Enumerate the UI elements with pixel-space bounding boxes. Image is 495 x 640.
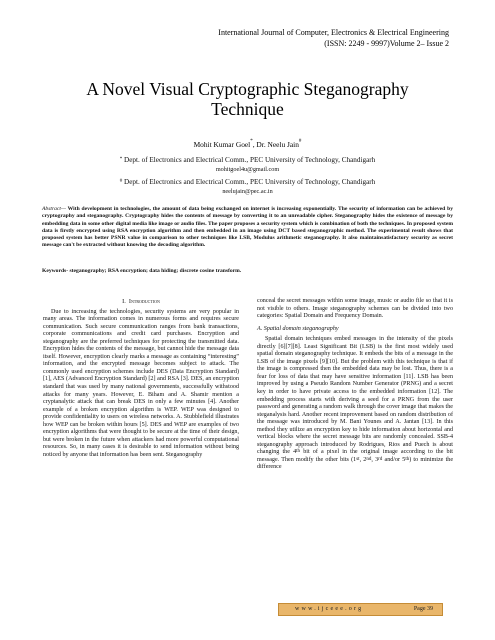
spatial-domain-paragraph: [257, 336, 453, 472]
affiliation-1-text: Dept. of Electronics and Electrical Comm., PEC University of Technology, Chandigarh: [124, 156, 376, 164]
section-title: Introduction: [128, 298, 160, 305]
affiliation-2: [40, 178, 455, 187]
superscript-th: th: [296, 449, 301, 455]
spatial-text-3: , 2: [359, 456, 367, 463]
superscript-th-2: th: [405, 456, 410, 462]
paper-title-line2: Technique: [211, 99, 284, 119]
author-2-name: , Dr. Neelu Jain: [252, 140, 299, 149]
affiliation-1-mark: *: [119, 157, 123, 162]
abstract: [42, 206, 453, 250]
continued-paragraph: conceal the secret messages within some image, music or audio file so that it is not visible to others. Image steganography schemes can be divided into two categories: Spatial Domain and Frequency Domain.: [257, 298, 453, 320]
keywords: Keywords- steganography; RSA encryption; data hiding; discrete cosine transform.: [42, 268, 242, 274]
page-footer: [278, 603, 443, 616]
subsection-heading-spatial-domain: A. Spatial domain steganography: [257, 325, 339, 332]
author-1-email: mohitgoel4u@gmail.com: [215, 166, 280, 173]
author-2-mark: #: [298, 139, 302, 144]
introduction-paragraph: Due to increasing the technologies, security systems are very popular in many areas. The information comes in numerous forms and requires secure communication. Such secure communication ranges from bank transactions, corporate communications and credit card purchases. Encryption and steganography are the preferred techniques for protecting the transmitted data. Encryption hides the contents of the message, but cannot hide the message data itself. However, encryption clearly marks a message as containing “interesting” information, and the encrypted message becomes subject to attack. The commonly used encryption schemes include DES (Data Encryption Standard) [1], AES (Advanced Encryption Standard) [2] and RSA [3]. DES, an encryption standard that was used by many national governments, successfully withstood attacks for many years. However, E. Biham and A. Shamir mention a cryptanalytic attack that can break DES in only a few minutes [4]. Another example of a broken encryption algorithm is WEP. WEP was designed to provide confidentiality to users on wireless networks. A. Stubblefield illustrates how WEP can be broken within hours [5]. DES and WEP are examples of two encryption algorithms that were thought to be secure at the time of their design, but were broken in the future when attackers had more powerful computational resources. So, in many cases it is desirable to send information without being noticed by anyone that information has been sent. Steganography: [43, 308, 239, 458]
affiliation-1: [40, 156, 455, 165]
section-heading-introduction: [43, 298, 239, 306]
journal-header: [149, 28, 449, 49]
superscript-rd: rd: [378, 456, 383, 462]
right-column: [257, 298, 453, 472]
affiliation-2-mark: #: [119, 179, 123, 184]
page-number: Page 39: [413, 606, 433, 612]
affiliation-2-text: Dept. of Electronics and Electrical Comm., PEC University of Technology, Chandigarh: [124, 178, 376, 186]
journal-issn-volume: (ISSN: 2249 - 9997)Volume 2– Issue 2: [324, 38, 449, 48]
left-column: [43, 298, 239, 459]
author-1-mark: *: [250, 139, 253, 144]
section-number: I.: [122, 298, 126, 305]
paper-title: [40, 79, 455, 119]
author-line: [40, 140, 455, 149]
abstract-label: Abstract—: [42, 206, 66, 212]
abstract-text: With development in technologies, the amount of data being exchanged on internet is increasing exponentially. The security of information can be achieved by cryptography and steganography. Cryptography hides the contents of message by converting it to an unreadable cipher. Steganography hides the existence of message by embedding data in some other digital media like image or audio files. The paper proposes a security system which is combination of both the techniques. In proposed system data is firstly encrypted using RSA encryption algorithm and then embedded in an image using DCT based steganographic method. The experimental result shows that proposed system has better PSNR value in comparison to other techniques like LSB, Modulus arithmetic steganography. It also maintainsatisfactory security as secret message can't be extracted without knowing the decoding algorithm.: [42, 206, 453, 249]
author-2-email: neelujain@pec.ac.in: [222, 188, 273, 195]
spatial-text-4: , 3: [371, 456, 379, 463]
superscript-nd: nd: [366, 456, 372, 462]
author-1-name: Mohit Kumar Goel: [193, 140, 251, 149]
spatial-text-5: and/or 5: [382, 456, 406, 463]
paper-title-line1: A Novel Visual Cryptographic Steganography: [86, 79, 409, 99]
journal-name: International Journal of Computer, Electronics & Electrical Engineering: [218, 28, 449, 37]
spatial-text-2: bit of a pixel in the original image according to the bit message. Then modify the other bits (1: [257, 449, 453, 463]
superscript-st: st: [356, 456, 360, 462]
spatial-text-1: Spatial domain techniques embed messages in the intensity of the pixels directly [6][7][8]. Least Significant Bit (LSB) is the first most widely used spatial domain steganography technique. It embeds the bits of a message in the LSB of the image pixels [9][10]. But the problem with this technique is that if the image is compressed then the embedded data may be lost. Thus, there is a fear for loss of data that may have sensitive information [11]. LSB has been improved by using a Pseudo Random Number Generator (PRNG) and a secret key in order to have private access to the embedded information [12]. The embedding process starts with deriving a seed for a PRNG from the user password and generating a random walk through the cover image that makes the steganalysis hard. Another recent improvement based on random distribution of the message was introduced by M. Bani Younes and A. Jantan [13]. In this method they utilize an encryption key to hide information about horizontal and vertical blocks where the secret message bits are randomly concealed. SSB-4 steganography approach introduced by Rodrigues, Rios and Puech is about changing the 4: [257, 336, 453, 456]
journal-url-link[interactable]: www.ijceee.org: [295, 606, 364, 612]
spatial-text-6: ) to minimize the difference: [257, 456, 454, 471]
